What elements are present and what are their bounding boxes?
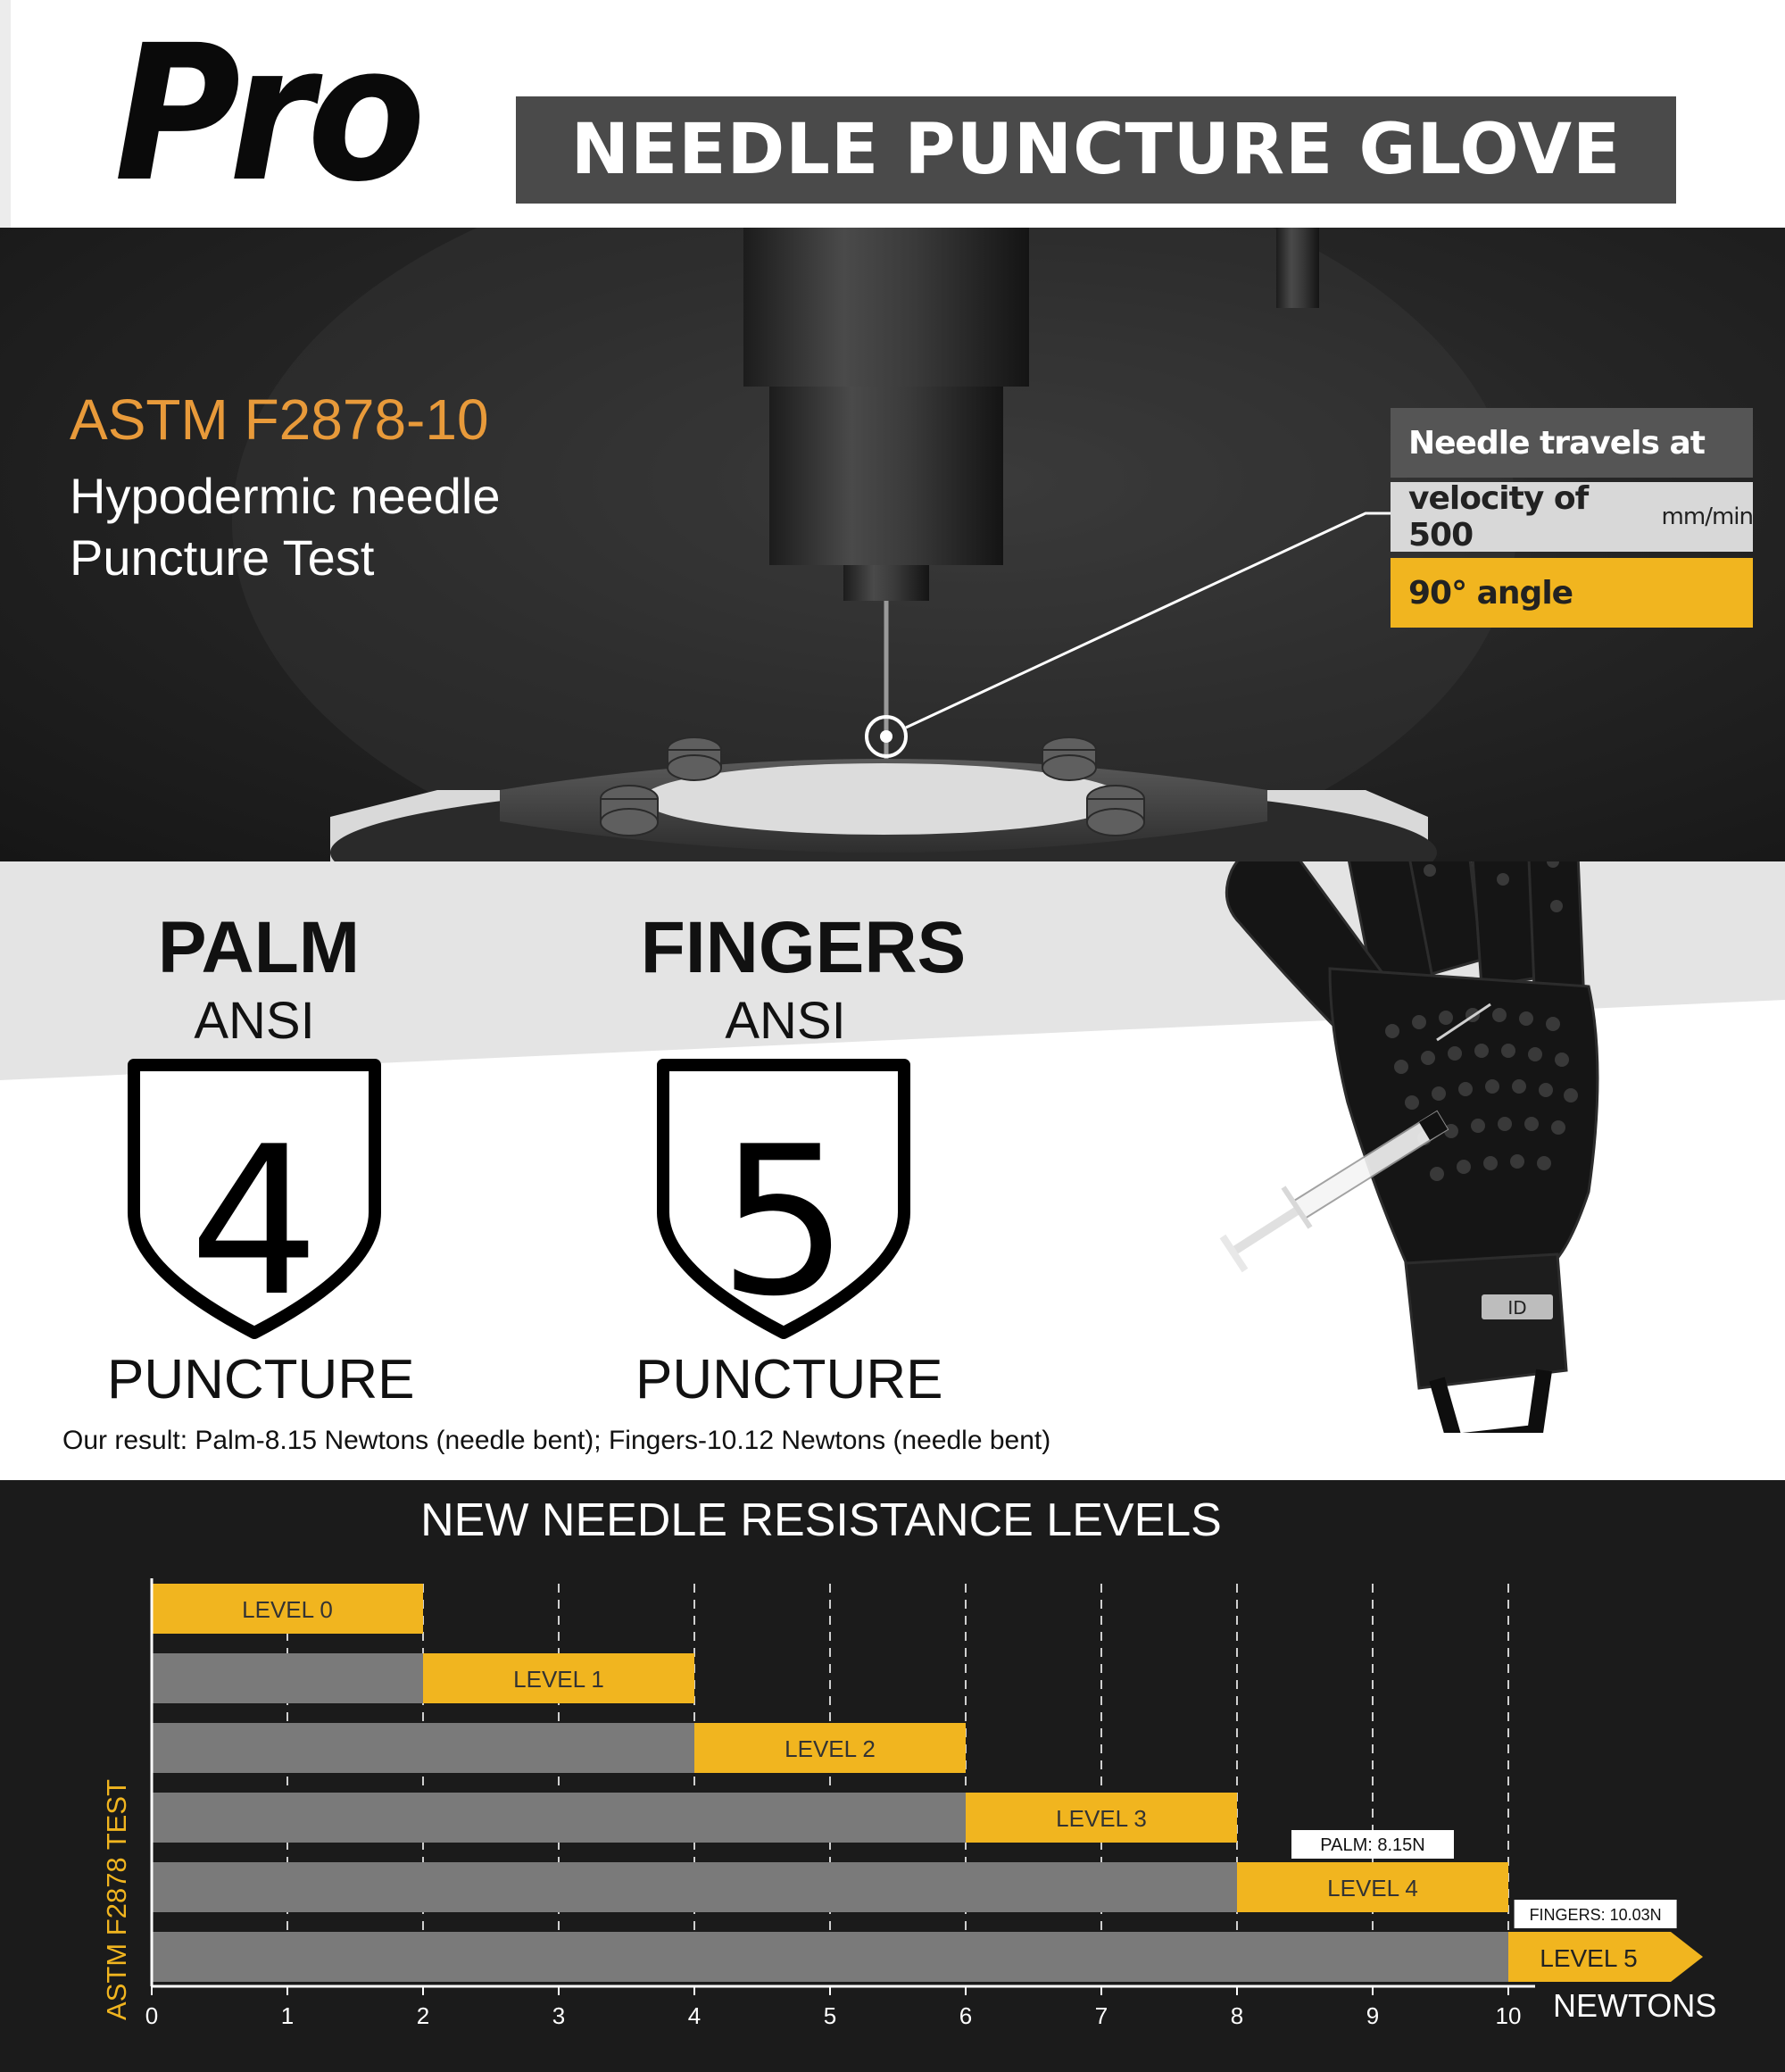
base-bar	[152, 1932, 1508, 1982]
header-edge	[0, 0, 11, 228]
base-bar	[152, 1653, 423, 1703]
standard-description: Hypodermic needle	[70, 468, 501, 524]
test-illustration	[0, 228, 1785, 861]
glove-image	[1214, 861, 1714, 1433]
x-tick-label: 9	[1366, 2002, 1380, 2029]
chart-plot	[0, 1480, 1785, 2072]
level-label: LEVEL 4	[1327, 1875, 1418, 1901]
palm-heading: PALM	[157, 907, 361, 988]
ratings-section	[0, 861, 1785, 1480]
callout-speed-label	[1391, 408, 1753, 478]
standard-description-line2: Puncture Test	[70, 529, 375, 586]
chart-title: NEW NEEDLE RESISTANCE LEVELS	[420, 1494, 1222, 1546]
level-label: LEVEL 2	[785, 1735, 876, 1762]
base-bar	[152, 1723, 694, 1773]
callout-text: Needle travels at	[1408, 424, 1705, 462]
glove-id-text: ID	[1507, 1297, 1527, 1319]
x-tick-label: 7	[1094, 2002, 1108, 2029]
level-label: LEVEL 0	[242, 1596, 333, 1623]
velocity-value: velocity of 500	[1408, 480, 1589, 553]
fingers-heading: FINGERS	[640, 907, 967, 988]
angle-value: 90° angle	[1408, 574, 1573, 612]
palm-shield-badge	[125, 1056, 384, 1342]
x-tick-label: 8	[1230, 2002, 1244, 2029]
fingers-scale: ANSI	[725, 992, 846, 1050]
palm-scale: ANSI	[194, 992, 315, 1050]
level-label: LEVEL 5	[1540, 1944, 1638, 1972]
base-bar	[152, 1793, 966, 1843]
test-result-note: Our result: Palm-8.15 Newtons (needle bent); Fingers-10.12 Newtons (needle bent)	[62, 1426, 1051, 1455]
x-tick-label: 5	[823, 2002, 837, 2029]
velocity-unit: mm/min	[1661, 503, 1753, 530]
callout-velocity	[1391, 482, 1753, 552]
header	[0, 0, 1785, 228]
x-tick-label: 3	[552, 2002, 566, 2029]
resistance-chart	[0, 1480, 1785, 2072]
fingers-rating-type: PUNCTURE	[635, 1349, 943, 1410]
page-title: NEEDLE PUNCTURE GLOVE	[570, 110, 1622, 190]
annotation-label: PALM: 8.15N	[1320, 1835, 1425, 1855]
palm-level: 4	[188, 1103, 320, 1342]
fingers-level: 5	[718, 1103, 850, 1342]
level-label: LEVEL 3	[1056, 1805, 1147, 1832]
x-tick-label: 4	[687, 2002, 702, 2029]
fingers-shield-badge	[654, 1056, 913, 1342]
base-bar	[152, 1862, 1237, 1912]
y-axis-label: ASTM F2878 TEST	[101, 1779, 132, 2020]
level-label: LEVEL 1	[513, 1666, 604, 1693]
brand-logo: Pro	[114, 4, 419, 223]
press-head	[743, 228, 1029, 387]
x-tick-label: 2	[416, 2002, 430, 2029]
callout-angle	[1391, 558, 1753, 628]
palm-rating-type: PUNCTURE	[107, 1349, 415, 1410]
title-banner	[516, 96, 1676, 204]
annotation-label: FINGERS: 10.03N	[1529, 1906, 1662, 1924]
standard-code: ASTM F2878-10	[70, 387, 489, 452]
x-tick-label: 6	[959, 2002, 973, 2029]
x-tick-label: 1	[280, 2002, 295, 2029]
x-tick-label: 0	[145, 2002, 159, 2029]
x-axis-label: NEWTONS	[1553, 1987, 1717, 2024]
x-tick-label: 10	[1495, 2002, 1522, 2029]
